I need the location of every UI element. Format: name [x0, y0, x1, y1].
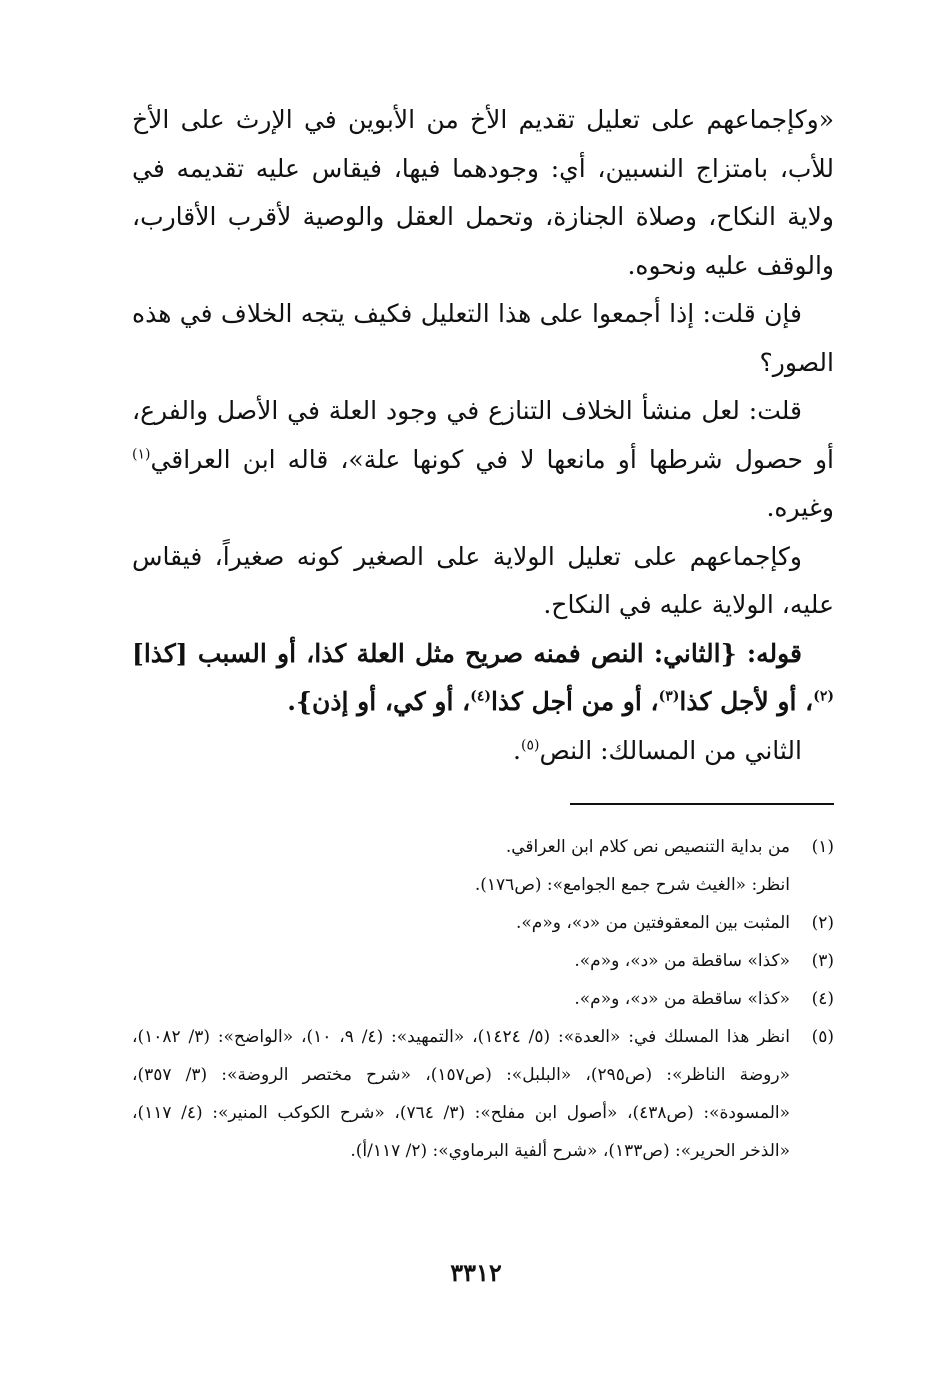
paragraph-5-part-d: ، أو كي، أو إذن}. [287, 687, 471, 716]
paragraph-3-tail: وغيره. [766, 493, 834, 522]
paragraph-5-part-b: ، أو لأجل كذا [679, 687, 814, 716]
footnote-number: (١) [811, 837, 834, 857]
footnote-divider [570, 803, 834, 805]
footnote-item [132, 904, 834, 942]
footnote-item [132, 828, 834, 866]
footnote-item [132, 1018, 834, 1170]
footnote-ref-4: (٤) [470, 688, 491, 705]
footnote-text: «كذا» ساقطة من «د»، و«م». [574, 951, 790, 971]
paragraph-5-part-c: ، أو من أجل كذا [490, 687, 659, 716]
footnote-text: المثبت بين المعقوفتين من «د»، و«م». [516, 913, 790, 933]
paragraph-2-text: فإن قلت: إذا أجمعوا على هذا التعليل فكيف يتجه الخلاف في هذه الصور؟ [132, 299, 834, 377]
footnote-number: (٣) [811, 951, 834, 971]
footnote-continuation: انظر: «الغيث شرح جمع الجوامع»: (ص١٧٦). [474, 875, 790, 895]
paragraph-5-text: قوله: {الثاني: النص فمنه صريح مثل العلة كذا، أو السبب [كذا] [132, 638, 802, 668]
footnotes [132, 828, 834, 1170]
paragraph-6-tail: . [513, 735, 521, 765]
main-text [132, 96, 834, 775]
footnote-item [132, 980, 834, 1018]
footnote-item [132, 942, 834, 980]
paragraph-1-text: «وكإجماعهم على تعليل تقديم الأخ من الأبوين في الإرث على الأخ للأب، بامتزاج النسبين، أي: وجودهما فيها، فيقاس عليه تقديمه في ولاية النكاح، وصلاة الجنازة، وتحمل العقل والوصية لأقرب الأقارب، والوقف عليه ونحوه. [132, 105, 834, 280]
footnote-ref-5: (٥) [520, 737, 540, 754]
footnote-text: انظر هذا المسلك في: «العدة»: (٥/ ١٤٢٤)، «التمهيد»: (٤/ ٩، ١٠)، «الواضح»: (٣/ ١٠٨٢)، «روضة الناظر»: (ص٢٩٥)، «البلبل»: (ص١٥٧)، «شرح مختصر الروضة»: (٣/ ٣٥٧)، «المسودة»: (ص٤٣٨)، «أصول ابن مفلح»: (٣/ ٧٦٤)، «شرح الكوكب المنير»: (٤/ ١١٧)، «الذخر الحرير»: (ص١٣٣)، «شرح ألفية البرماوي»: (٢/ ١١٧/أ). [132, 1027, 791, 1161]
paragraph-3 [132, 387, 834, 533]
paragraph-2 [132, 290, 834, 387]
footnote-text: «كذا» ساقطة من «د»، و«م». [574, 989, 790, 1009]
paragraph-4-text: وكإجماعهم على تعليل الولاية على الصغير كونه صغيراً، فيقاس عليه، الولاية عليه في النكاح. [132, 541, 834, 619]
paragraph-6-text: الثاني من المسالك: النص [539, 735, 802, 765]
footnote-number: (٢) [811, 913, 834, 933]
paragraph-6 [132, 727, 834, 776]
paragraph-3-text: قلت: لعل منشأ الخلاف التنازع في وجود العلة في الأصل والفرع، أو حصول شرطها أو مانعها لا في كونها علة»، قاله ابن العراقي [132, 396, 834, 474]
footnote-number: (٤) [811, 989, 834, 1009]
paragraph-4 [132, 533, 834, 630]
footnote-number: (٥) [811, 1027, 834, 1047]
footnote-ref-1: (١) [132, 446, 151, 463]
page-number: ٣٣١٢ [450, 1258, 502, 1287]
footnote-ref-3: (٣) [658, 688, 680, 705]
paragraph-1 [132, 96, 834, 290]
paragraph-5 [132, 630, 834, 727]
footnote-text: من بداية التنصيص نص كلام ابن العراقي. [505, 837, 790, 857]
footnote-ref-2: (٢) [813, 688, 834, 705]
